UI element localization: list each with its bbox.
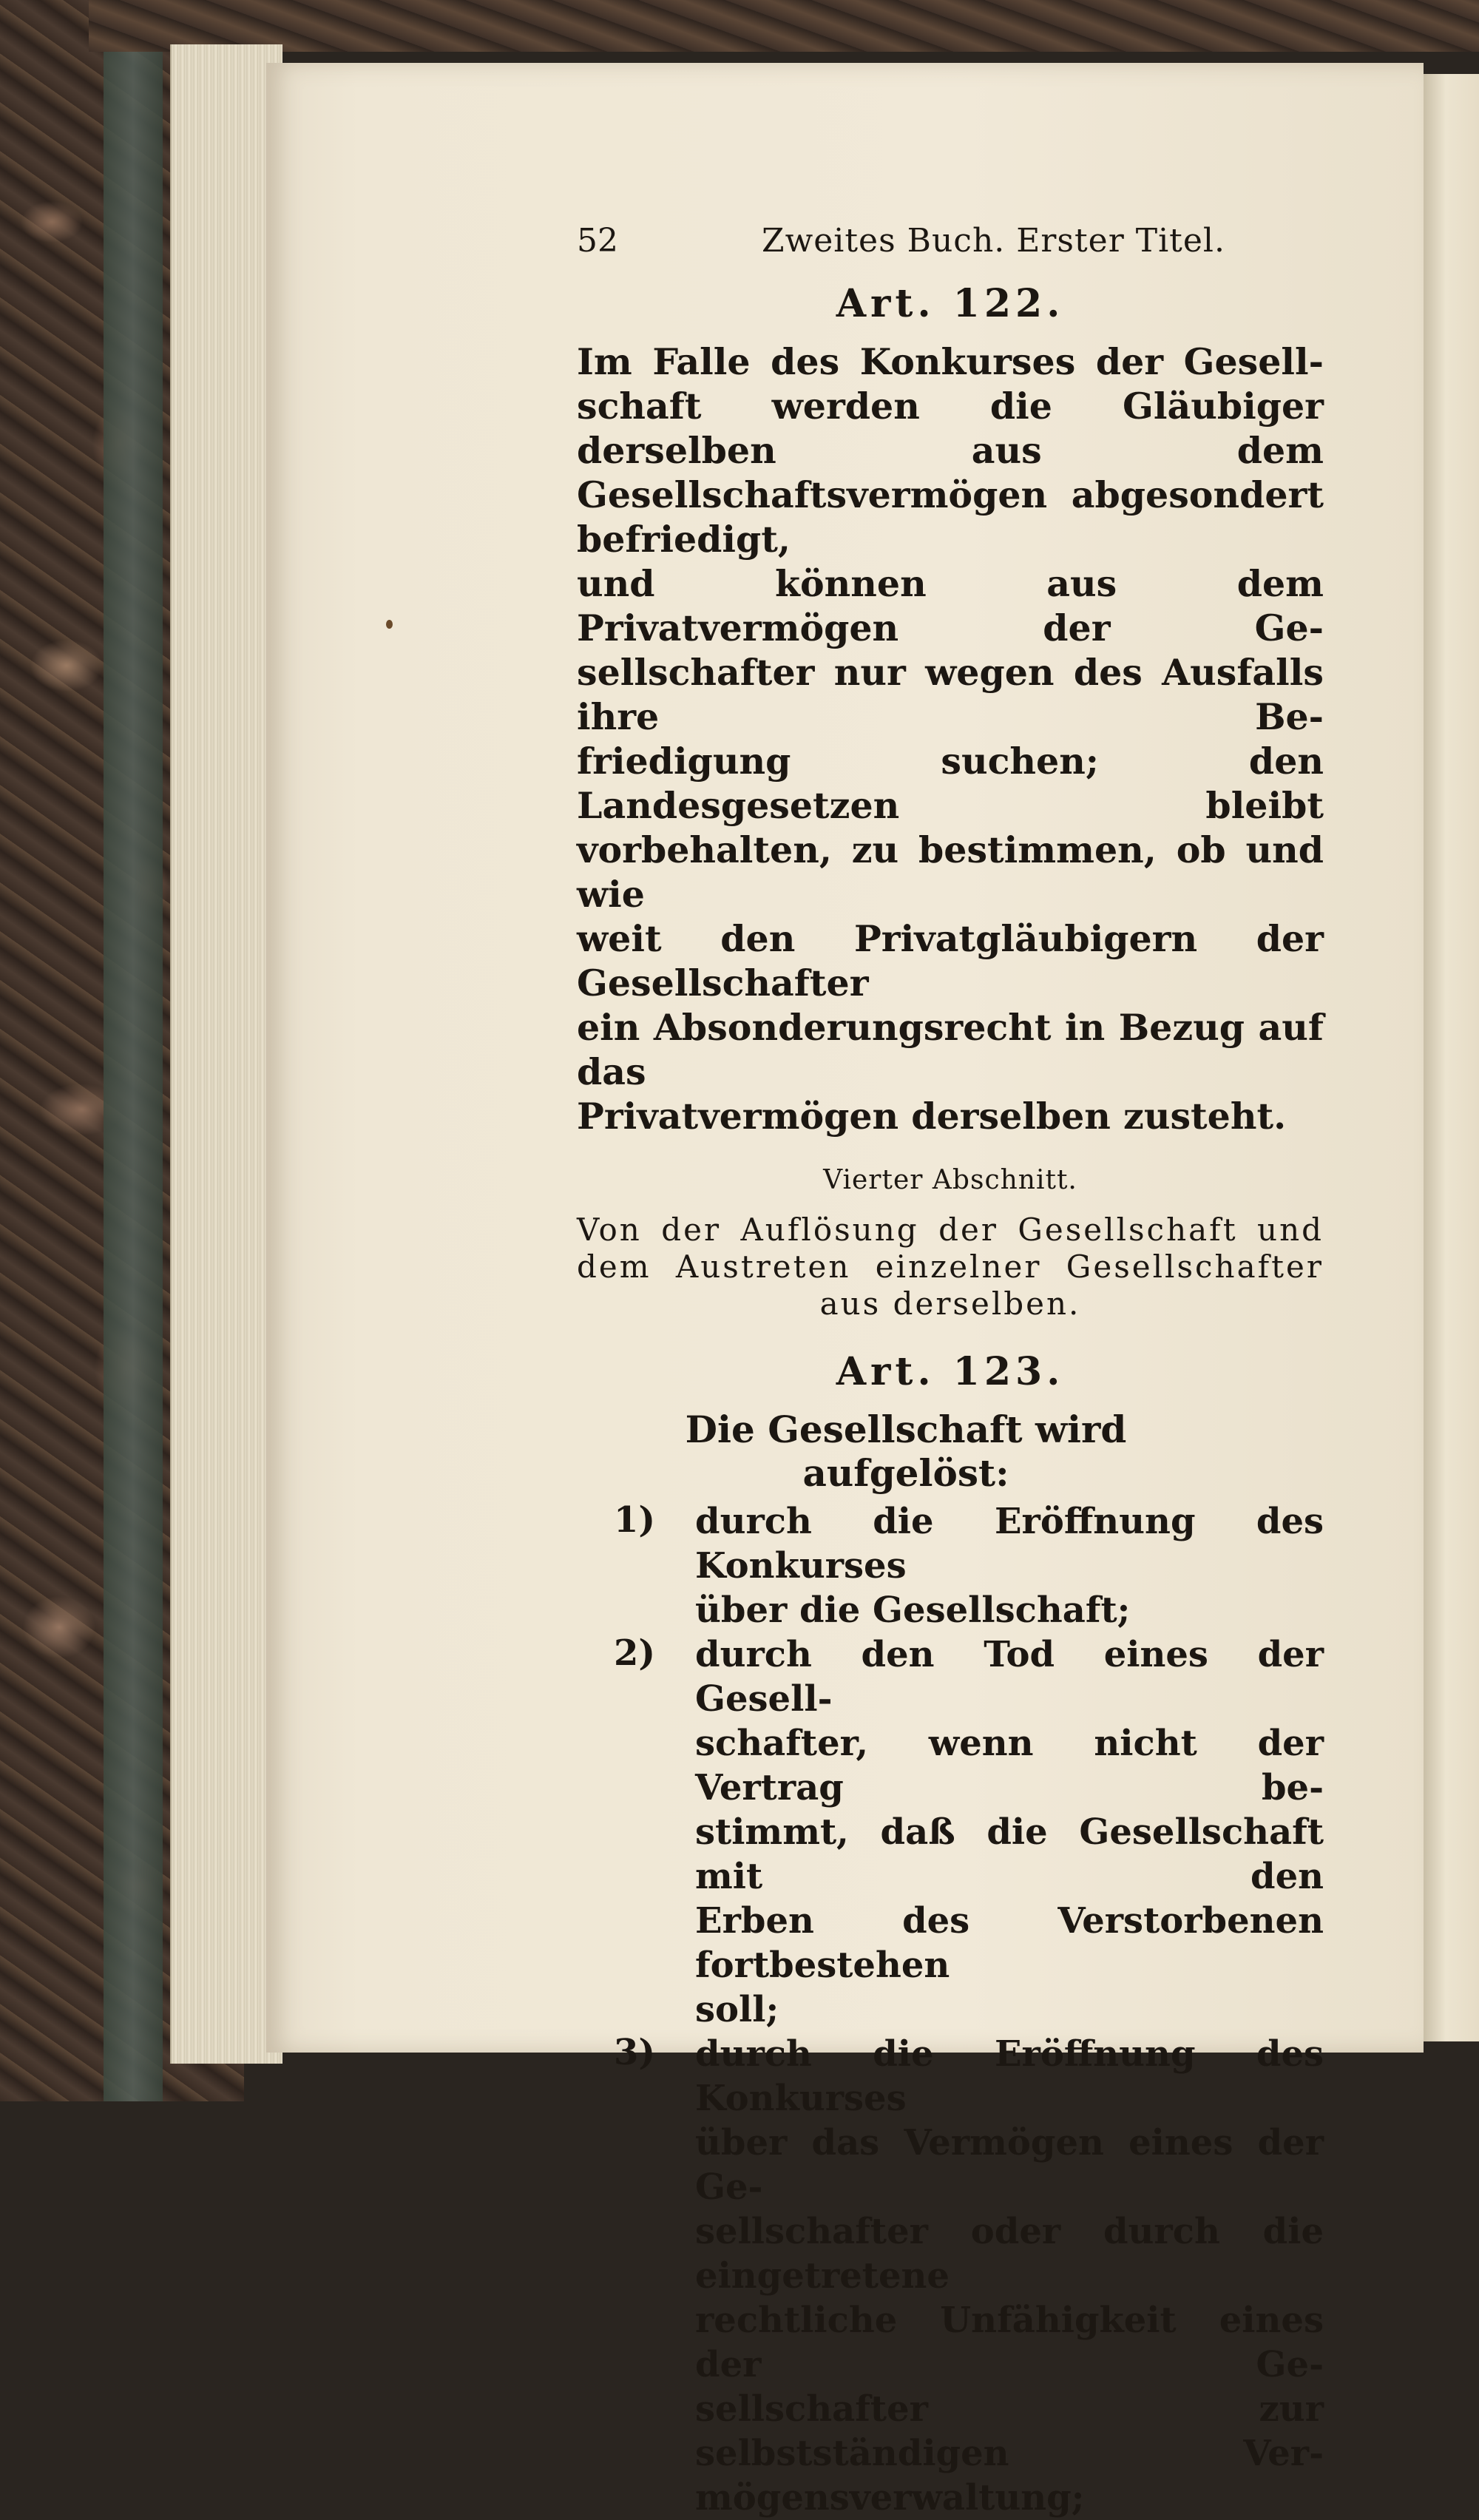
list-item-number: 2): [614, 1632, 656, 1674]
section-title-line: aus derselben.: [819, 1286, 1081, 1322]
page-number: 52: [577, 222, 618, 260]
article-123-heading: Art. 123.: [836, 1349, 1065, 1394]
list-item: [577, 2032, 1324, 2520]
text-line: schafter, wenn nicht der Vertrag be-: [695, 1723, 1324, 1808]
list-item-number: 1): [614, 1499, 656, 1541]
text-line: schaft werden die Gläubiger derselben aus dem: [577, 385, 1324, 472]
text-line: sellschafter nur wegen des Ausfalls ihre Be-: [577, 651, 1324, 738]
text-line: durch die Eröffnung des Konkurses: [695, 1501, 1324, 1587]
list-item-number: 3): [614, 2032, 656, 2073]
section-title: [577, 1212, 1324, 1323]
list-item: [577, 1499, 1324, 1632]
article-122-heading: Art. 122.: [836, 281, 1065, 326]
text-line: Erben des Verstorbenen fortbestehen: [695, 1900, 1324, 1986]
text-line: Im Falle des Konkurses der Gesell-: [577, 340, 1324, 383]
facing-page-edge: [1424, 74, 1479, 2041]
text-line: mögensverwaltung;: [695, 2477, 1085, 2519]
list-item-text: [695, 2032, 1324, 2520]
text-line: friedigung suchen; den Landesgesetzen bleibt: [577, 740, 1324, 827]
book-spine: [104, 0, 163, 2101]
page-content: [577, 222, 1324, 2520]
book-top-edge: [89, 0, 1479, 52]
list-item: [577, 1632, 1324, 2032]
text-line: soll;: [695, 1989, 779, 2030]
article-122-text: [577, 340, 1324, 1138]
text-line: Privatvermögen derselben zusteht.: [577, 1095, 1287, 1138]
text-line: ein Absonderungsrecht in Bezug auf das: [577, 1006, 1324, 1093]
running-head: [577, 222, 1324, 281]
text-line: vorbehalten, zu bestimmen, ob und wie: [577, 828, 1324, 916]
section-title-line: dem Austreten einzelner Gesellschafter: [577, 1249, 1324, 1285]
text-line: stimmt, daß die Gesellschaft mit den: [695, 1811, 1324, 1897]
ink-spot: [386, 620, 393, 629]
text-line: weit den Privatgläubigern der Gesellschafter: [577, 917, 1324, 1004]
text-line: durch den Tod eines der Gesell-: [695, 1634, 1324, 1720]
list-item-text: [695, 1499, 1324, 1632]
text-line: über die Gesellschaft;: [695, 1590, 1131, 1631]
section-label: Vierter Abschnitt.: [823, 1165, 1077, 1195]
text-line: Gesellschaftsvermögen abgesondert befriedigt,: [577, 473, 1324, 561]
text-line: rechtliche Unfähigkeit eines der Ge-: [695, 2300, 1324, 2385]
text-line: sellschafter zur selbstständigen Ver-: [695, 2388, 1324, 2474]
text-line: durch die Eröffnung des Konkurses: [695, 2033, 1324, 2119]
article-123-intro: Die Gesellschaft wird aufgelöst:: [685, 1408, 1127, 1495]
text-line: sellschafter oder durch die eingetretene: [695, 2211, 1324, 2297]
list-item-text: [695, 1632, 1324, 2032]
running-title: Zweites Buch. Erster Titel.: [762, 222, 1225, 260]
section-title-line: Von der Auflösung der Gesellschaft und: [577, 1212, 1324, 1248]
text-line: über das Vermögen eines der Ge-: [695, 2122, 1324, 2208]
text-line: und können aus dem Privatvermögen der Ge-: [577, 562, 1324, 649]
